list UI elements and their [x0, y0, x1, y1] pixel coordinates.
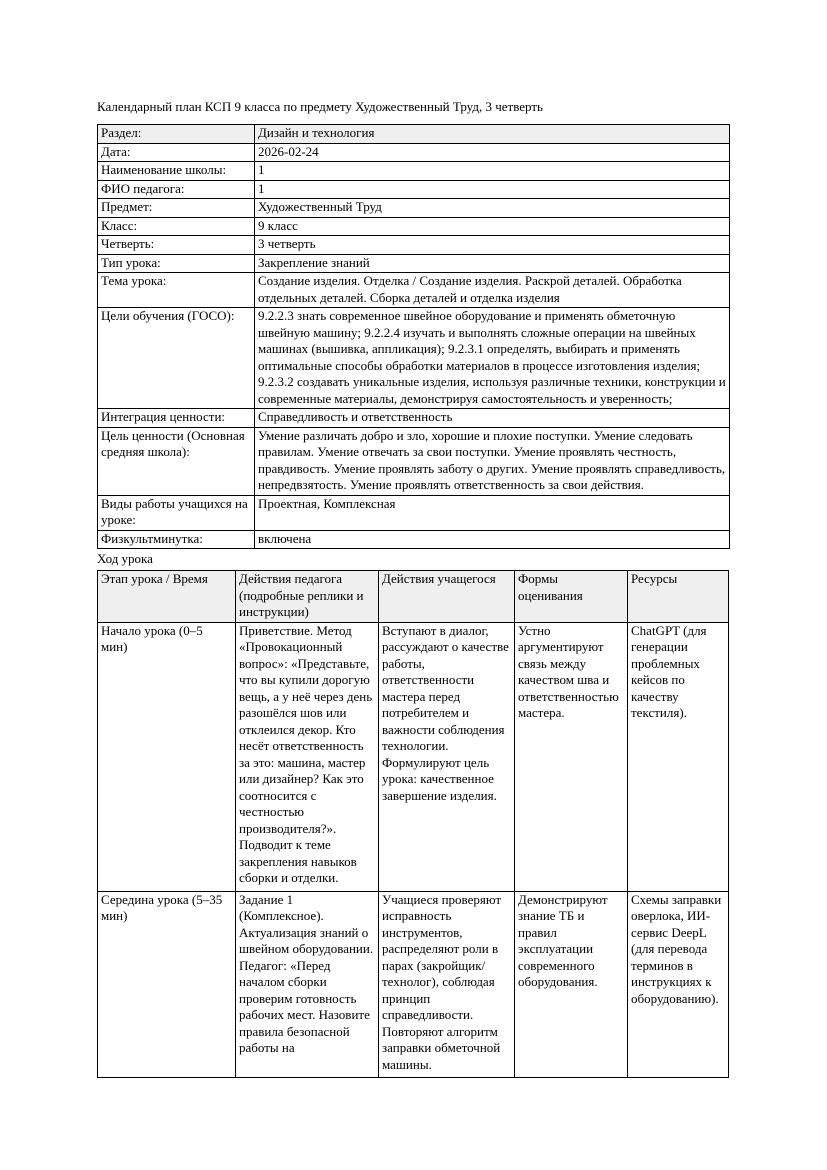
- table-row: [98, 236, 730, 255]
- table-row: [98, 143, 730, 162]
- info-value-work-types: Проектная, Комплексная: [255, 495, 730, 530]
- resources-cell: Схемы заправки оверлока, ИИ-сервис DeepL (для перевода терминов в инструкциях к оборудованию).: [628, 891, 729, 1078]
- table-row: [98, 180, 730, 199]
- assessment-cell: Устно аргументируют связь между качеством шва и ответственностью мастера.: [515, 622, 628, 891]
- table-row: [98, 308, 730, 409]
- header-student-actions: Действия учащегося: [379, 571, 515, 623]
- section-heading-lesson-flow: Ход урока: [97, 551, 153, 566]
- table-row: [98, 199, 730, 218]
- table-row: [98, 891, 729, 1078]
- lesson-info-table: [97, 124, 730, 549]
- info-label-subject: Предмет:: [98, 199, 255, 218]
- info-value-class: 9 класс: [255, 217, 730, 236]
- teacher-actions-cell: Приветствие. Метод «Провокационный вопрос»: «Представьте, что вы купили дорогую вещь, а у неё через день разошёлся шов или отклеился декор. Кто несёт ответственность за это: машина, мастер или дизайнер? Как это соотносится с честностью производителя?». Подводит к теме закрепления навыков сборки и отделки.: [236, 622, 379, 891]
- info-value-values-goal: Умение различать добро и зло, хорошие и плохие поступки. Умение следовать правилам. Умение отвечать за свои поступки. Умение проявлять честность, правдивость. Умение проявлять заботу о других. Умение проявлять справедливость, непредвзятость. Умение проявлять ответственность за свои действия.: [255, 427, 730, 495]
- info-label-work-types: Виды работы учащихся на уроке:: [98, 495, 255, 530]
- table-row: [98, 495, 730, 530]
- info-value-fizkultminutka: включена: [255, 530, 730, 549]
- table-row: [98, 427, 730, 495]
- info-label-values-integration: Интеграция ценности:: [98, 409, 255, 428]
- teacher-actions-cell: Задание 1 (Комплексное). Актуализация знаний о швейном оборудовании. Педагог: «Перед началом сборки проверим готовность рабочих мест. Назовите правила безопасной работы на: [236, 891, 379, 1078]
- resources-cell: ChatGPT (для генерации проблемных кейсов по качеству текстиля).: [628, 622, 729, 891]
- info-value-goals: 9.2.2.3 знать современное швейное оборудование и применять обметочную швейную машину; 9.2.2.4 изучать и выполнять сложные операции на швейных машинах (вышивка, аппликация); 9.2.3.1 определять, выбирать и применять оптимальные способы обработки материалов в процессе изготовления изделия; 9.2.3.2 создавать уникальные изделия, используя различные техники, конструкции и современные материалы, демонстрируя самостоятельность и уверенность;: [255, 308, 730, 409]
- table-row: [98, 530, 730, 549]
- info-value-data: 2026-02-24: [255, 143, 730, 162]
- info-label-school: Наименование школы:: [98, 162, 255, 181]
- info-value-quarter: 3 четверть: [255, 236, 730, 255]
- info-label-goals: Цели обучения (ГОСО):: [98, 308, 255, 409]
- table-row: [98, 125, 730, 144]
- info-label-razdel: Раздел:: [98, 125, 255, 144]
- table-row: [98, 273, 730, 308]
- table-header-row: [98, 571, 729, 623]
- table-row: [98, 622, 729, 891]
- info-label-class: Класс:: [98, 217, 255, 236]
- info-value-subject: Художественный Труд: [255, 199, 730, 218]
- table-row: [98, 254, 730, 273]
- info-label-data: Дата:: [98, 143, 255, 162]
- lesson-flow-table: [97, 570, 729, 1078]
- page-title: Календарный план КСП 9 класса по предмету Художественный Труд, 3 четверть: [97, 99, 543, 114]
- info-label-teacher: ФИО педагога:: [98, 180, 255, 199]
- info-value-teacher: 1: [255, 180, 730, 199]
- table-row: [98, 217, 730, 236]
- info-label-quarter: Четверть:: [98, 236, 255, 255]
- table-row: [98, 409, 730, 428]
- table-row: [98, 162, 730, 181]
- header-stage-time: Этап урока / Время: [98, 571, 236, 623]
- info-label-values-goal: Цель ценности (Основная средняя школа):: [98, 427, 255, 495]
- header-teacher-actions: Действия педагога (подробные реплики и инструкции): [236, 571, 379, 623]
- info-value-lesson-topic: Создание изделия. Отделка / Создание изделия. Раскрой деталей. Обработка отдельных деталей. Сборка деталей и отделка изделия: [255, 273, 730, 308]
- info-value-values-integration: Справедливость и ответственность: [255, 409, 730, 428]
- info-label-lesson-topic: Тема урока:: [98, 273, 255, 308]
- student-actions-cell: Учащиеся проверяют исправность инструментов, распределяют роли в парах (закройщик/технолог), соблюдая принцип справедливости. Повторяют алгоритм заправки обметочной машины.: [379, 891, 515, 1078]
- assessment-cell: Демонстрируют знание ТБ и правил эксплуатации современного оборудования.: [515, 891, 628, 1078]
- document-page: [97, 99, 727, 1078]
- header-resources: Ресурсы: [628, 571, 729, 623]
- info-label-lesson-type: Тип урока:: [98, 254, 255, 273]
- info-value-lesson-type: Закрепление знаний: [255, 254, 730, 273]
- info-value-razdel: Дизайн и технология: [255, 125, 730, 144]
- info-value-school: 1: [255, 162, 730, 181]
- header-assessment-forms: Формы оценивания: [515, 571, 628, 623]
- stage-cell: Середина урока (5–35 мин): [98, 891, 236, 1078]
- student-actions-cell: Вступают в диалог, рассуждают о качестве работы, ответственности мастера перед потребителем и важности соблюдения технологии. Формулируют цель урока: качественное завершение изделия.: [379, 622, 515, 891]
- stage-cell: Начало урока (0–5 мин): [98, 622, 236, 891]
- info-label-fizkultminutka: Физкультминутка:: [98, 530, 255, 549]
